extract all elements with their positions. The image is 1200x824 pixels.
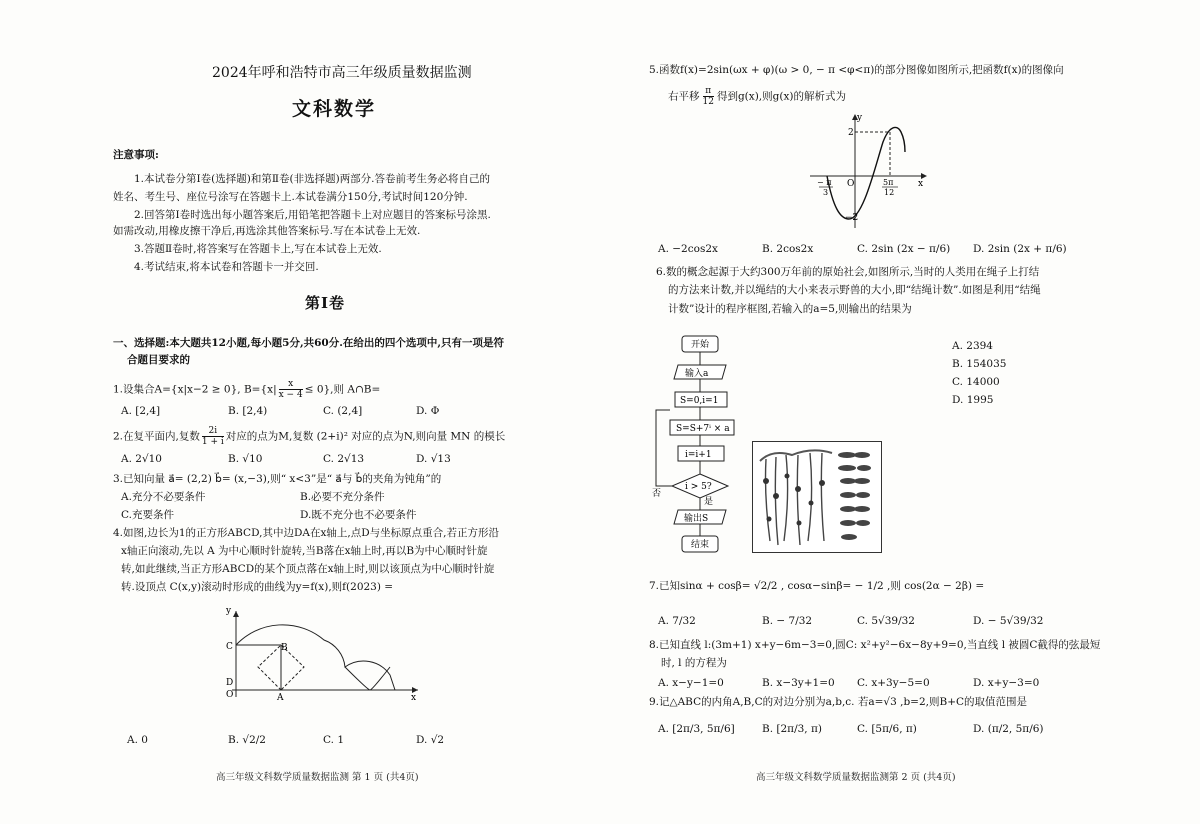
option-a[interactable]: A. −2cos2x xyxy=(658,243,718,255)
y-axis-arrow xyxy=(233,611,239,617)
option-a[interactable]: A. [2,4] xyxy=(121,405,161,417)
input-label: 输入a xyxy=(685,369,709,379)
tick-12: 12 xyxy=(884,188,895,197)
y-label: y xyxy=(226,606,232,616)
page-footer: 高三年级文科数学质量数据监测第 2 页 (共4页) xyxy=(756,772,956,783)
subject-title: 文科数学 xyxy=(292,98,377,120)
output-label: 输出S xyxy=(684,514,709,524)
sine-graph xyxy=(805,112,935,232)
option-c[interactable]: C.充要条件 xyxy=(121,509,174,521)
option-a[interactable]: A.充分不必要条件 xyxy=(121,491,206,503)
question-8-line: 8.已知直线 l:(3m+1) x+y−6m−3=0,圆C: x²+y²−6x−8y+9=0,当直线 l 被圆C截得的弦最短 xyxy=(649,639,1101,651)
option-c[interactable]: C. 2√13 xyxy=(323,453,365,465)
section-title: 第Ⅰ卷 xyxy=(305,294,346,312)
init-label: S=0,i=1 xyxy=(680,396,719,406)
origin-o: O xyxy=(847,179,855,189)
option-c[interactable]: C. x+3y−5=0 xyxy=(857,677,930,689)
sum-label: S=S+7ⁱ × a xyxy=(676,424,730,434)
x-label: x xyxy=(918,179,924,189)
option-b[interactable]: B. √10 xyxy=(228,453,263,465)
option-c[interactable]: C. (2,4] xyxy=(323,405,363,417)
option-b[interactable]: B. 154035 xyxy=(952,358,1007,370)
option-b[interactable]: B. − 7/32 xyxy=(762,615,813,627)
page-footer: 高三年级文科数学质量数据监测 第 1 页 (共4页) xyxy=(216,772,419,783)
option-b[interactable]: B. x−3y+1=0 xyxy=(762,677,835,689)
option-b[interactable]: B. 2cos2x xyxy=(762,243,814,255)
option-a[interactable]: A. 7/32 xyxy=(658,615,696,627)
question-3: 3.已知向量 a⃗= (2,2) b⃗= (x,−3),则“ x<3”是“ a⃗与 b⃗的夹角为钝角”的 xyxy=(113,473,442,485)
option-d[interactable]: D. √13 xyxy=(416,453,451,465)
option-c[interactable]: C. 1 xyxy=(323,734,345,746)
tick-2: 2 xyxy=(848,128,854,138)
question-2: 2.在复平面内,复数 $\frac{2i}{1 + i}$ 对应的点为M,复数 (2+i)² 对应的点为N,则向量 MN 的模长 xyxy=(113,426,506,447)
option-d[interactable]: D. (π/2, 5π/6) xyxy=(973,723,1044,735)
question-8-line: 时, l 的方程为 xyxy=(661,657,727,669)
y-label: y xyxy=(857,113,863,123)
question-5-line: 5.函数f(x)=2sin(ωx + φ)(ω > 0, − π <φ<π)的部分图像如图所示,把函数f(x)的图像向 xyxy=(649,64,1064,76)
option-b[interactable]: B. [2,4) xyxy=(228,405,268,417)
tick-neg-pi: − π xyxy=(817,178,832,187)
option-d[interactable]: D. x+y−3=0 xyxy=(973,677,1040,689)
x-label: x xyxy=(411,693,417,700)
tick-three: 3 xyxy=(823,188,829,197)
question-4-line: 4.如图,边长为1的正方形ABCD,其中边DA在x轴上,点D与坐标原点重合,若正方形沿 xyxy=(113,527,499,539)
point-c: C xyxy=(226,642,233,652)
option-b[interactable]: B. [2π/3, π) xyxy=(762,723,822,735)
notice-line: 如需改动,用橡皮擦干净后,再选涂其他答案标号.写在本试卷上无效. xyxy=(113,225,421,237)
notice-line: 1.本试卷分第Ⅰ卷(选择题)和第Ⅱ卷(非选择题)两部分.答卷前考生务必将自己的 xyxy=(134,173,491,185)
start-label: 开始 xyxy=(691,340,710,350)
yes-label: 是 xyxy=(704,497,714,507)
option-c[interactable]: C. 2sin (2x − π/6) xyxy=(857,243,951,255)
point-b: B xyxy=(281,643,288,653)
part-heading: 一、选择题:本大题共12小题,每小题5分,共60分.在给出的四个选项中,只有一项是符 xyxy=(113,337,505,349)
question-7: 7.已知sinα + cosβ= √2/2 , cosα−sinβ= − 1/2 ,则 cos(2α − 2β) = xyxy=(649,580,985,592)
sine-curve xyxy=(827,127,905,219)
flowchart xyxy=(648,332,758,557)
option-d[interactable]: D.既不充分也不必要条件 xyxy=(300,509,417,521)
notice-line: 4.考试结束,将本试卷和答题卡一并交回. xyxy=(134,261,319,273)
question-6-line: 6.数的概念起源于大约300万年前的原始社会,如图所示,当时的人类用在绳子上打结 xyxy=(656,266,1040,278)
decision-label: i > 5? xyxy=(685,482,712,492)
point-a: A xyxy=(277,693,284,700)
rolling-square-graph xyxy=(222,605,422,700)
end-label: 结束 xyxy=(691,540,710,550)
tick-5pi: 5π xyxy=(883,178,894,187)
notice-line: 2.回答第Ⅰ卷时选出每小题答案后,用铅笔把答题卡上对应题目的答案标号涂黑. xyxy=(134,209,491,221)
question-4-line: 转,如此继续,当正方形ABCD的某个顶点落在x轴上时,则以该顶点为中心顺时针旋 xyxy=(121,563,495,575)
notice-heading: 注意事项: xyxy=(113,149,159,161)
option-d[interactable]: D. 1995 xyxy=(952,394,994,406)
option-a[interactable]: A. x−y−1=0 xyxy=(658,677,724,689)
knotted-rope-image xyxy=(752,441,882,553)
question-1: 1.设集合A={x|x−2 ≥ 0}, B={x| $\frac{x}{x - 4}$ ≤ 0},则 A∩B= xyxy=(113,379,381,400)
option-d[interactable]: D. √2 xyxy=(416,734,445,746)
option-d[interactable]: D. 2sin (2x + π/6) xyxy=(973,243,1067,255)
question-6-line: 的方法来计数,并以绳结的大小来表示野兽的大小,即“结绳计数”.如图是利用“结绳 xyxy=(668,284,1041,296)
trace-curve xyxy=(236,625,395,690)
tick-neg-2: −2 xyxy=(845,213,859,223)
point-d: D xyxy=(226,678,234,688)
exam-title: 2024年呼和浩特市高三年级质量数据监测 xyxy=(212,65,472,81)
question-4-line: x轴正向滚动,先以 A 为中心顺时针旋转,当B落在x轴上时,再以B为中心顺时针旋 xyxy=(121,545,488,557)
option-a[interactable]: A. 2394 xyxy=(952,340,993,352)
option-c[interactable]: C. 5√39/32 xyxy=(857,615,915,627)
option-b[interactable]: B. √2/2 xyxy=(228,734,266,746)
option-a[interactable]: A. [2π/3, 5π/6] xyxy=(658,723,735,735)
option-a[interactable]: A. 2√10 xyxy=(121,453,162,465)
question-4-line: 转.设顶点 C(x,y)滚动时形成的曲线为y=f(x),则f(2023) = xyxy=(121,581,394,593)
option-c[interactable]: C. [5π/6, π) xyxy=(857,723,917,735)
notice-line: 3.答题Ⅱ卷时,将答案写在答题卡上,写在本试卷上无效. xyxy=(134,243,382,255)
option-d[interactable]: D. Φ xyxy=(416,405,440,417)
part-heading: 合题目要求的 xyxy=(127,354,190,366)
option-c[interactable]: C. 14000 xyxy=(952,376,1000,388)
trace-arc xyxy=(345,667,390,690)
option-d[interactable]: D. − 5√39/32 xyxy=(973,615,1044,627)
question-9: 9.记△ABC的内角A,B,C的对边分别为a,b,c. 若a=√3 ,b=2,则B+C的取值范围是 xyxy=(649,696,1028,708)
question-6-line: 计数”设计的程序框图,若输入的a=5,则输出的结果为 xyxy=(668,303,912,315)
origin-o: O xyxy=(226,690,234,700)
notice-line: 姓名、考生号、座位号涂写在答题卡上.本试卷满分150分,考试时间120分钟. xyxy=(113,191,468,203)
question-5-line: 右平移 $\frac{\pi}{12}$ 得到g(x),则g(x)的解析式为 xyxy=(668,86,846,107)
increment-label: i=i+1 xyxy=(685,450,712,460)
option-a[interactable]: A. 0 xyxy=(127,734,148,746)
no-label: 否 xyxy=(652,489,662,499)
option-b[interactable]: B.必要不充分条件 xyxy=(300,491,385,503)
